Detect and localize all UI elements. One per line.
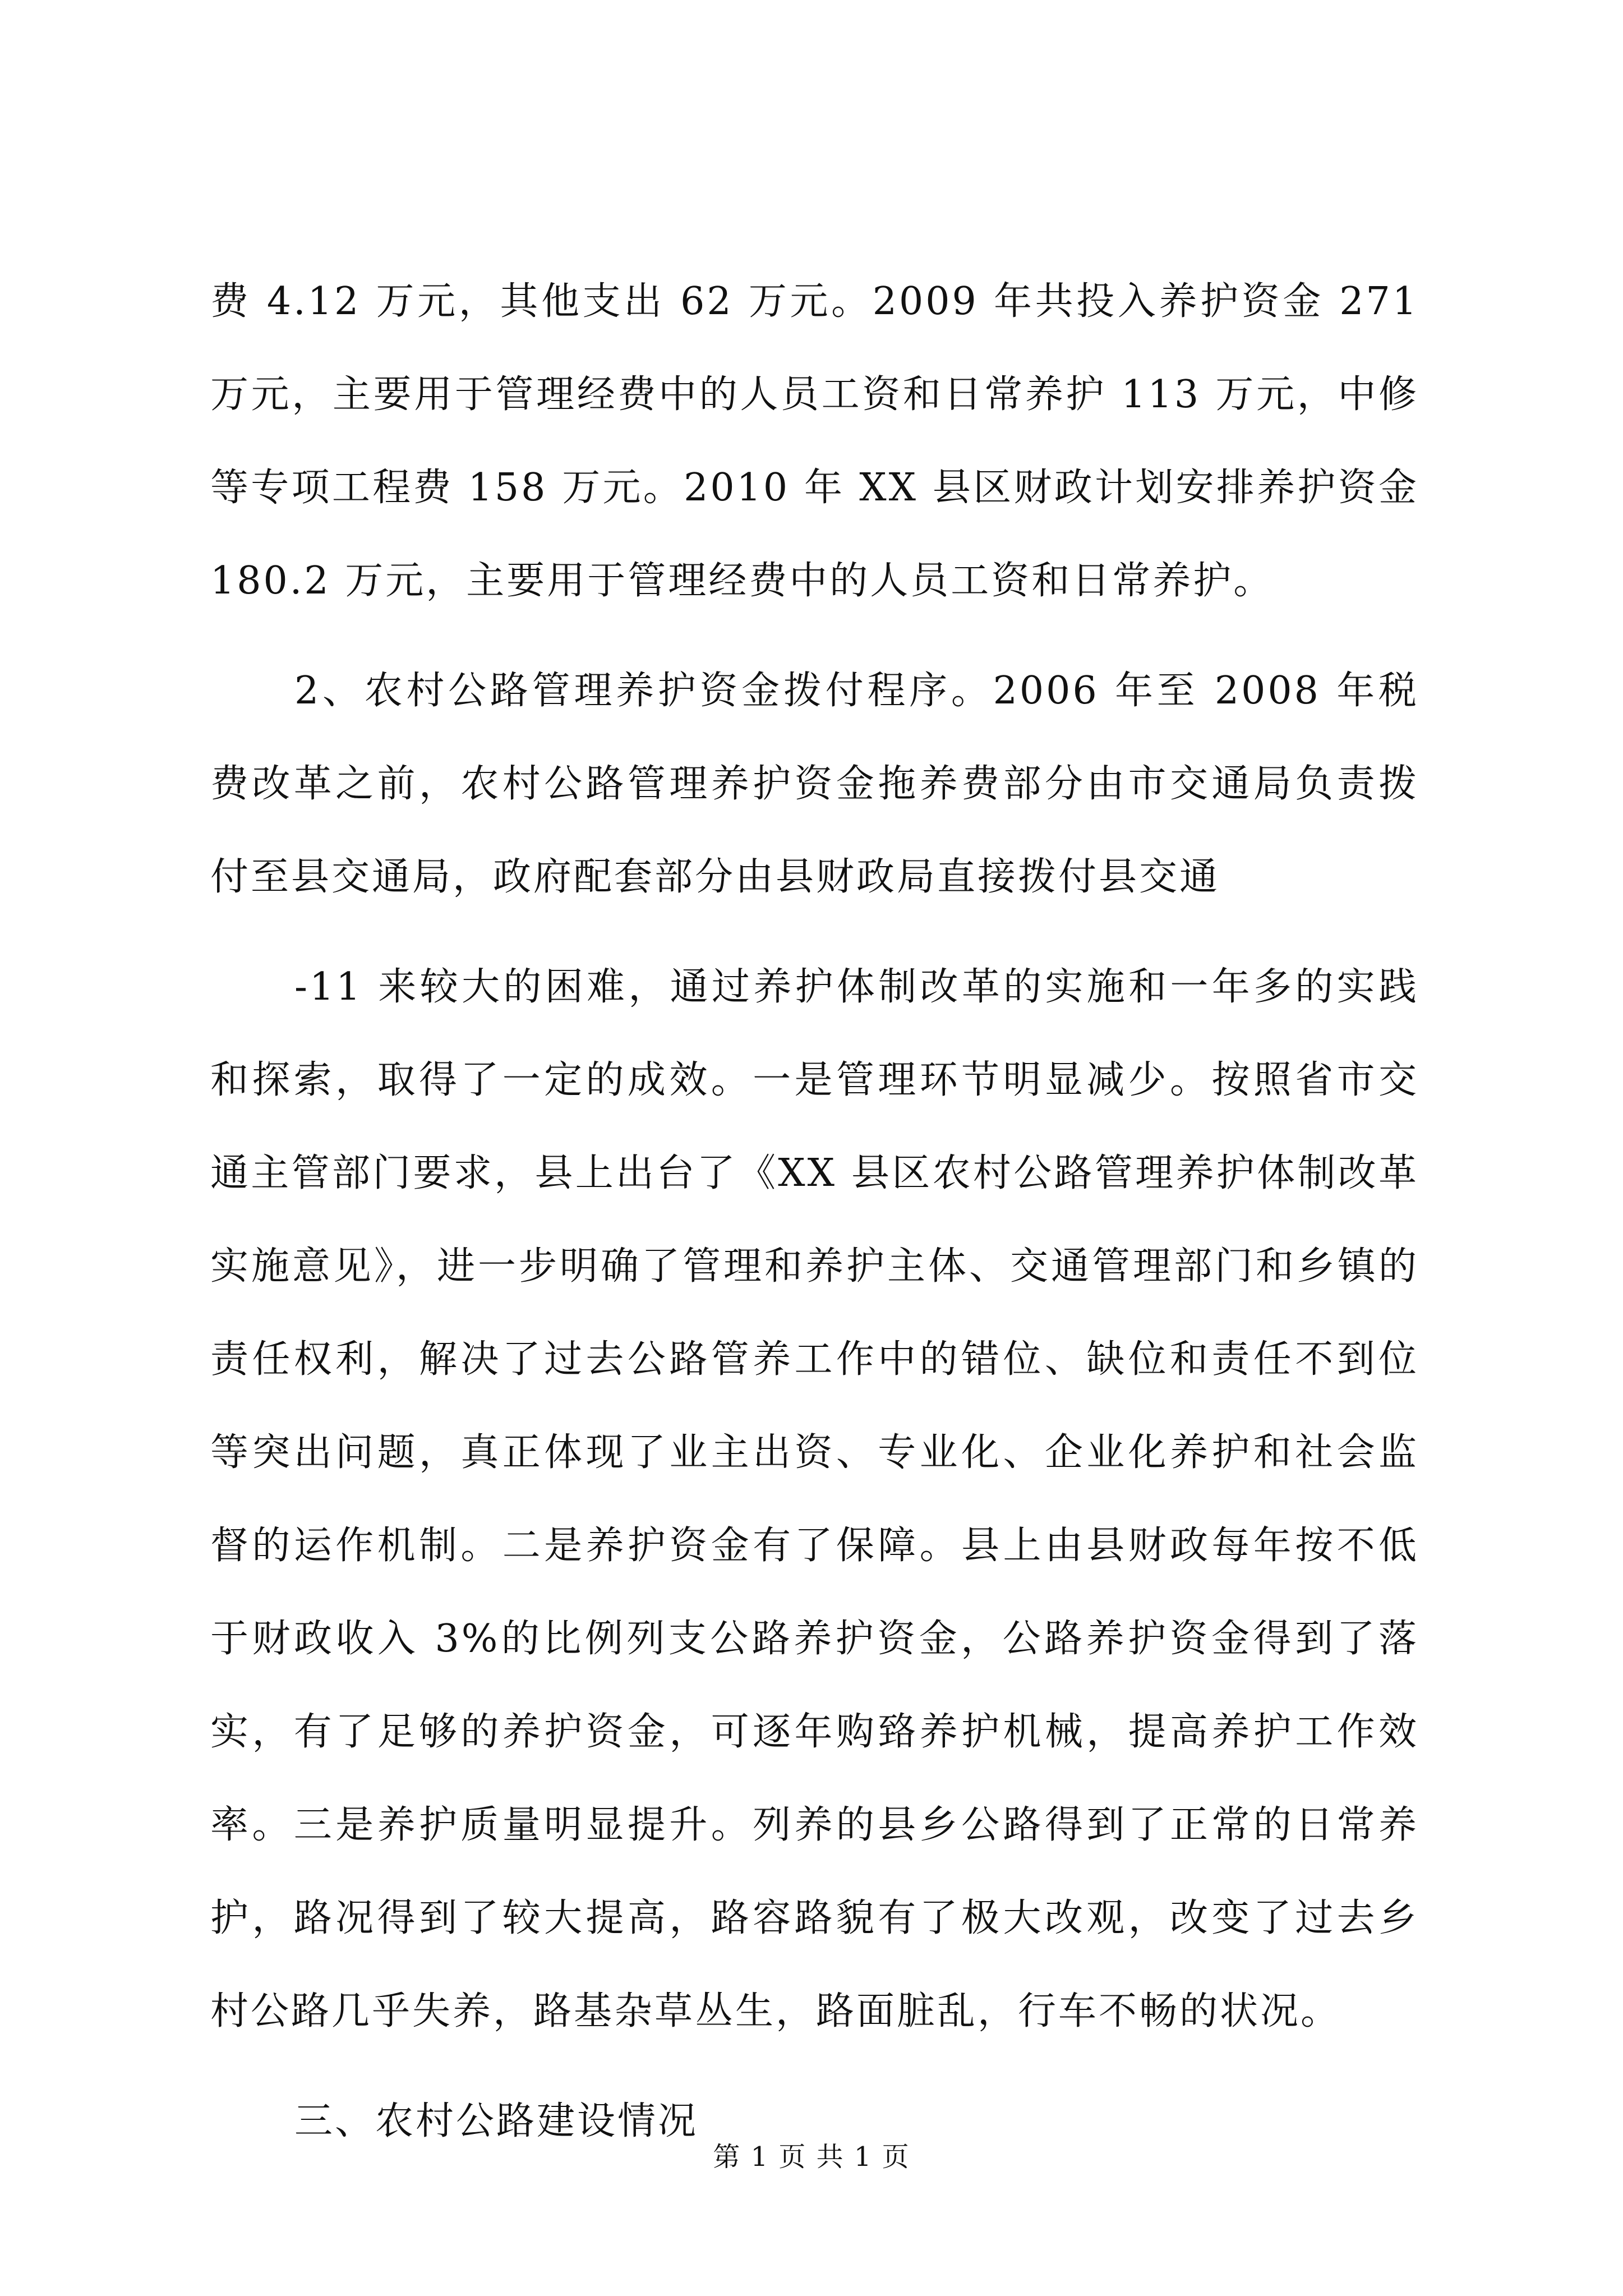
page-footer: 第 1 页 共 1 页	[713, 2141, 910, 2173]
paragraph-funding-details: 费 4.12 万元，其他支出 62 万元。2009 年共投入养护资金 271 万元，主要用于管理经费中的人员工资和日常养护 113 万元，中修等专项工程费 158 万元。2010 年 XX 县区财政计划安排养护资金 180.2 万元，主要用于管理经费中的人员工资和日常养护。	[210, 279, 1419, 603]
paragraph-allocation-procedure: 2、农村公路管理养护资金拨付程序。2006 年至 2008 年税费改革之前，农村公路管理养护资金拖养费部分由市交通局负责拨付至县交通局，政府配套部分由县财政局直接拨付县交通	[210, 669, 1419, 899]
section-heading-construction: 三、农村公路建设情况	[294, 2099, 699, 2143]
document-body	[210, 255, 1419, 2168]
paragraph-reform-results: -11 来较大的困难，通过养护体制改革的实施和一年多的实践和探索，取得了一定的成效。一是管理环节明显减少。按照省市交通主管部门要求，县上出台了《XX 县区农村公路管理养护体制改革实施意见》，进一步明确了管理和养护主体、交通管理部门和乡镇的责任权利，解决了过去公路管养工作中的错位、缺位和责任不到位等突出问题，真正体现了业主出资、专业化、企业化养护和社会监督的运作机制。二是养护资金有了保障。县上由县财政每年按不低于财政收入 3%的比例列支公路养护资金，公路养护资金得到了落实，有了足够的养护资金，可逐年购臵养护机械，提高养护工作效率。三是养护质量明显提升。列养的县乡公路得到了正常的日常养护，路况得到了较大提高，路容路貌有了极大改观，改变了过去乡村公路几乎失养，路基杂草丛生，路面脏乱，行车不畅的状况。	[210, 965, 1419, 2033]
